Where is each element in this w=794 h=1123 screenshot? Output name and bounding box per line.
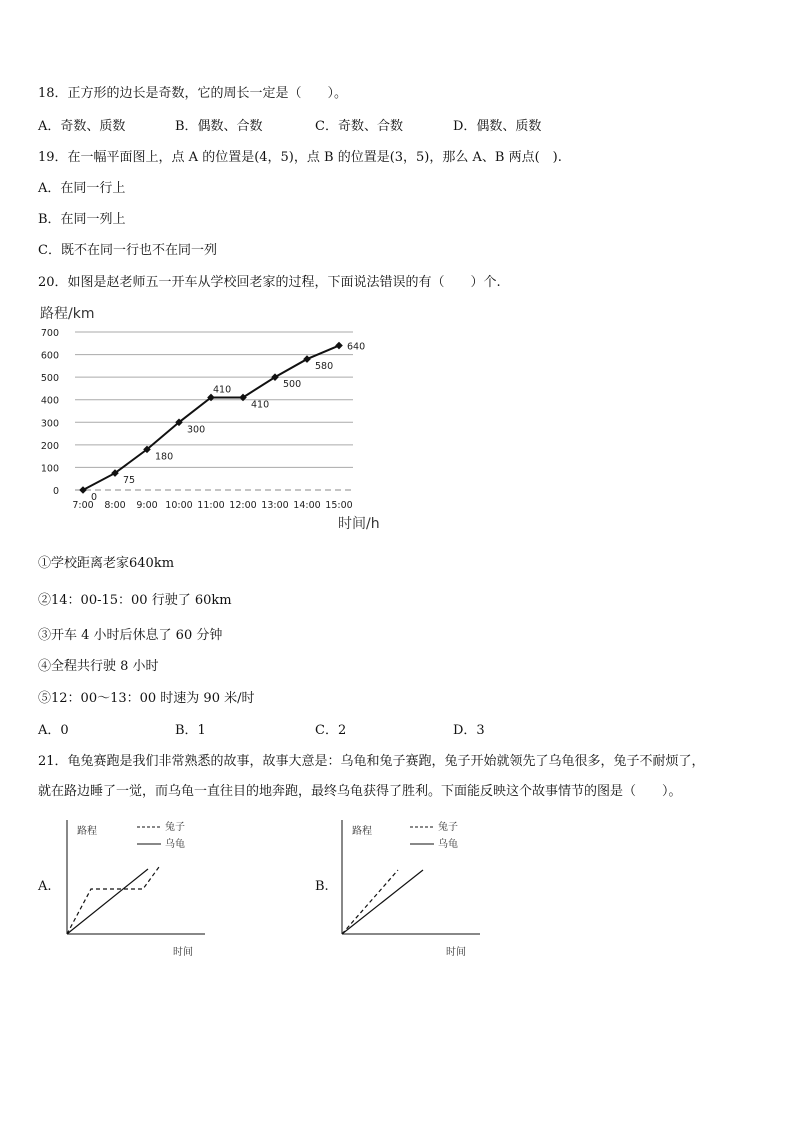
y-tick-label: 700 <box>40 328 59 339</box>
q19-text: 19．在一幅平面图上，点 A 的位置是(4，5)，点 B 的位置是(3，5)，那么 A、B 两点( ). <box>38 150 562 165</box>
q18-option-c[interactable]: C．奇数、合数 <box>315 119 403 134</box>
y-tick-label: 400 <box>40 395 59 407</box>
graph-b-legend-rabbit: 兔子 <box>438 822 458 833</box>
x-tick-label: 12:00 <box>229 500 257 511</box>
x-tick-label: 8:00 <box>104 500 126 511</box>
graph-b-tortoise-line <box>342 870 423 934</box>
graph-a-ylabel: 路程 <box>77 826 97 837</box>
q20-option-d[interactable]: D．3 <box>453 723 485 738</box>
x-tick-label: 10:00 <box>165 500 193 511</box>
y-tick-label: 500 <box>40 373 59 385</box>
y-tick-label: 600 <box>40 350 59 362</box>
data-label: 0 <box>91 492 98 503</box>
q20-statement-4: ④全程共行驶 8 小时 <box>38 659 159 674</box>
data-point <box>79 486 87 494</box>
q21-graph-b <box>330 812 490 962</box>
distance-time-chart <box>30 298 400 538</box>
q20-statement-2: ②14：00-15：00 行驶了 60km <box>38 593 232 608</box>
q19-option-c[interactable]: C．既不在同一行也不在同一列 <box>38 243 217 258</box>
chart-x-ticks <box>72 500 352 511</box>
data-label: 580 <box>315 361 334 373</box>
x-tick-label: 13:00 <box>261 500 289 511</box>
chart-series-line <box>83 346 339 490</box>
q20-option-a[interactable]: A．0 <box>38 723 69 738</box>
data-point <box>303 355 311 363</box>
q18-option-d[interactable]: D．偶数、质数 <box>453 119 542 134</box>
data-label: 180 <box>155 451 174 463</box>
data-label: 410 <box>213 384 232 396</box>
q21-graph-a <box>55 812 215 962</box>
q18-option-a[interactable]: A．奇数、质数 <box>38 119 126 134</box>
y-tick-label: 0 <box>52 486 59 497</box>
q21-text-line2: 就在路边睡了一觉，而乌龟一直往目的地奔跑，最终乌龟获得了胜利。下面能反映这个故事情节的图是（ ）。 <box>38 784 682 799</box>
q20-text: 20．如图是赵老师五一开车从学校回老家的过程，下面说法错误的有（ ）个. <box>38 275 501 290</box>
q18-option-b[interactable]: B．偶数、合数 <box>175 119 263 134</box>
chart-xlabel: 时间/h <box>338 516 380 532</box>
q19-option-b[interactable]: B．在同一列上 <box>38 212 126 227</box>
data-label: 640 <box>347 341 366 353</box>
data-point <box>335 342 343 350</box>
x-tick-label: 7:00 <box>72 500 94 511</box>
chart-ylabel: 路程/km <box>40 306 95 322</box>
graph-b-legend-tortoise: 乌龟 <box>438 839 458 850</box>
q20-option-b[interactable]: B．1 <box>175 723 206 738</box>
data-label: 410 <box>251 399 270 411</box>
graph-a-rabbit-line <box>67 867 159 934</box>
graph-a-xlabel: 时间 <box>173 947 193 958</box>
x-tick-label: 15:00 <box>325 500 353 511</box>
graph-b-ylabel: 路程 <box>352 826 372 837</box>
graph-a-legend-rabbit: 兔子 <box>165 822 185 833</box>
graph-b-xlabel: 时间 <box>446 947 466 958</box>
x-tick-label: 14:00 <box>293 500 321 511</box>
q19-option-a[interactable]: A．在同一行上 <box>38 181 126 196</box>
data-label: 300 <box>187 424 206 436</box>
y-tick-label: 100 <box>40 463 59 475</box>
q21-option-a-label[interactable]: A. <box>38 879 52 894</box>
data-label: 500 <box>283 379 302 391</box>
q18-text: 18．正方形的边长是奇数，它的周长一定是（ ）。 <box>38 86 348 101</box>
q21-text-line1: 21．龟兔赛跑是我们非常熟悉的故事，故事大意是：乌龟和兔子赛跑，兔子开始就领先了乌龟很多，兔子不耐烦了， <box>38 754 705 769</box>
q20-statement-1: ①学校距离老家640km <box>38 556 175 571</box>
q21-option-b-label[interactable]: B. <box>315 879 329 894</box>
x-tick-label: 11:00 <box>197 500 225 511</box>
q20-option-c[interactable]: C．2 <box>315 723 347 738</box>
graph-a-legend-tortoise: 乌龟 <box>165 839 185 850</box>
y-tick-label: 200 <box>40 440 59 452</box>
graph-b-rabbit-line <box>342 870 398 934</box>
q20-statement-5: ⑤12：00～13：00 时速为 90 米/时 <box>38 691 255 706</box>
chart-y-ticks <box>41 328 59 497</box>
y-tick-label: 300 <box>40 418 59 430</box>
graph-a-tortoise-line <box>67 869 148 934</box>
q20-statement-3: ③开车 4 小时后休息了 60 分钟 <box>38 628 223 643</box>
data-label: 75 <box>123 475 136 487</box>
x-tick-label: 9:00 <box>136 500 158 511</box>
chart-grid <box>75 332 353 490</box>
